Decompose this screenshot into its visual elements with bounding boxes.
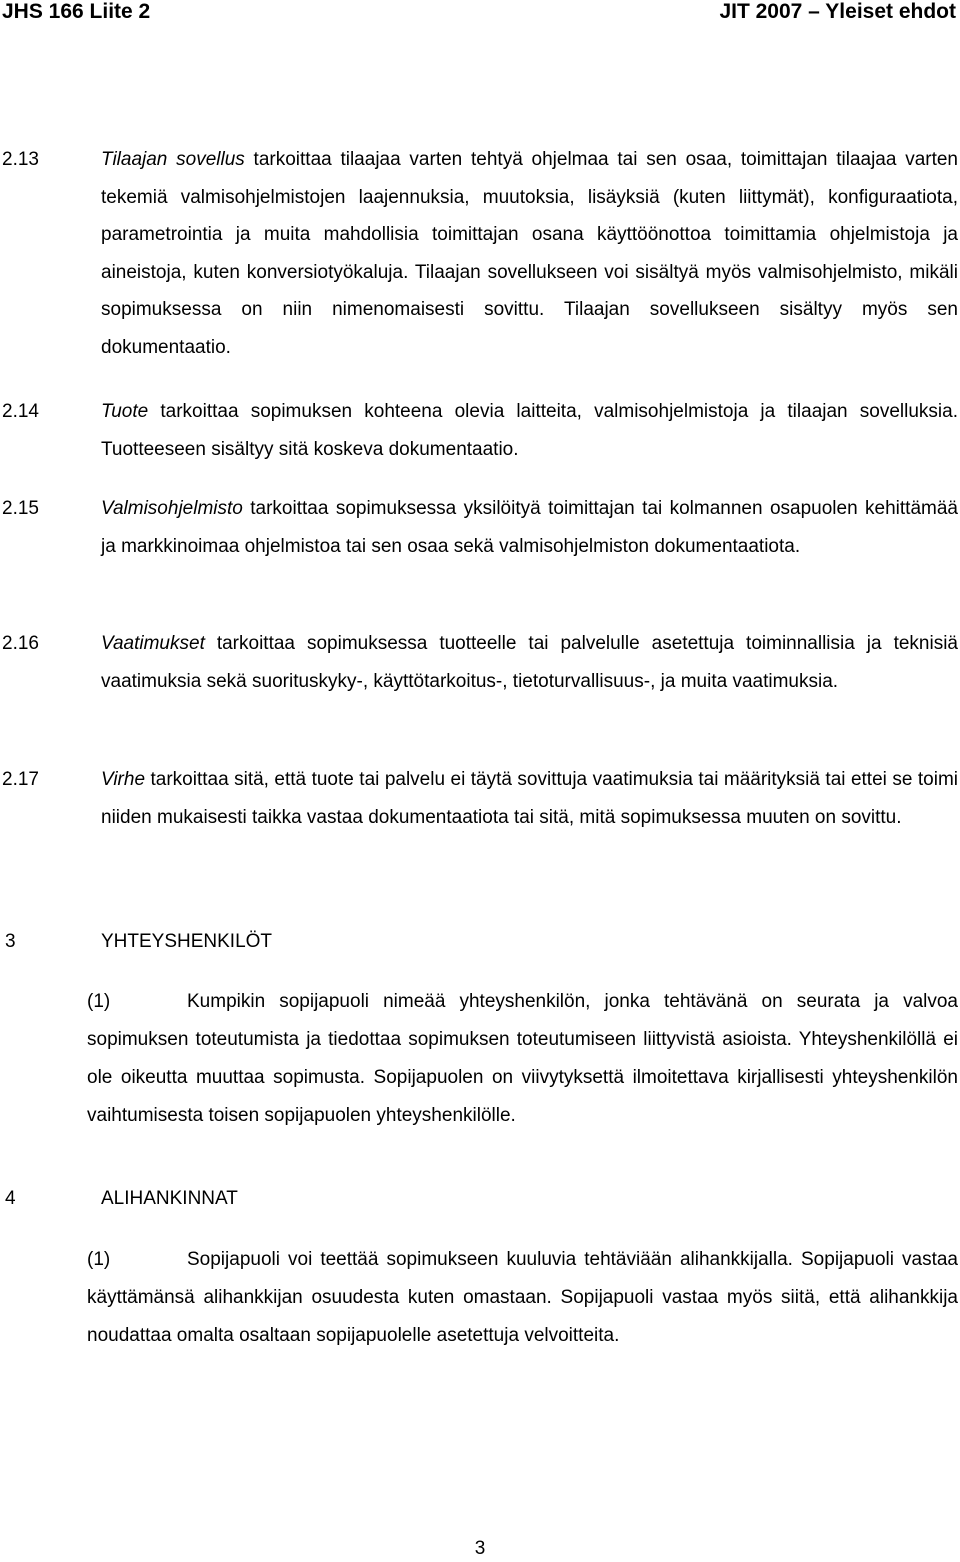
- definition-number: 2.15: [2, 498, 39, 519]
- definition-text: tarkoittaa tilaajaa varten tehtyä ohjelmaa tai sen osaa, toimittajan tilaajaa varten tekemiä valmisohjelmistojen laajennuksia, muutoksia, lisäyksiä (kuten liittymät), konfiguraatiota, parametrointia ja muita mahdollisia toimittajan osana käyttöönottoa toimittamia ohjelmistoja ja aineistoja, kuten konversiotyökaluja. Tilaajan sovellukseen voi sisältyä myös valmisohjelmisto, mikäli sopimuksessa on niin nimenomaisesti sovittu. Tilaajan sovellukseen sisältyy myös sen dokumentaatio.: [101, 149, 958, 358]
- definition-text: tarkoittaa sopimuksessa tuotteelle tai palvelulle asetettuja toiminnallisia ja teknisiä vaatimuksia sekä suorituskyky-, käyttötarkoitus-, tietoturvallisuus-, ja muita vaatimuksia.: [101, 633, 958, 692]
- definition-2-14: [0, 393, 958, 468]
- definition-number: 2.14: [2, 401, 39, 422]
- section-title: YHTEYSHENKILÖT: [101, 931, 273, 952]
- definition-body: [101, 625, 958, 700]
- definition-text: tarkoittaa sitä, että tuote tai palvelu ei täytä sovittuja vaatimuksia tai määrityksiä tai ettei se toimi niiden mukaisesti taikka vastaa dokumentaatiota tai sitä, mitä sopimuksessa muuten on sovittu.: [101, 769, 958, 828]
- section-number: 4: [5, 1188, 16, 1209]
- header-left: JHS 166 Liite 2: [2, 0, 151, 23]
- definition-2-16: [0, 625, 958, 700]
- definition-text: tarkoittaa sopimuksen kohteena olevia laitteita, valmisohjelmistoja ja tilaajan sovelluksia. Tuotteeseen sisältyy sitä koskeva dokumentaatio.: [101, 401, 958, 460]
- definition-term: Virhe: [101, 769, 146, 790]
- paragraph-text: Sopijapuoli voi teettää sopimukseen kuuluvia tehtäviään alihankkijalla. Sopijapuoli vastaa käyttämänsä alihankkijan osuudesta kuten omastaan. Sopijapuoli vastaa myös siitä, että alihankkija noudattaa omalta osaltaan sopijapuolelle asetettuja velvoitteita.: [87, 1249, 958, 1346]
- definition-number: 2.13: [2, 149, 39, 170]
- definition-2-15: [0, 490, 958, 565]
- definition-2-13: [0, 141, 958, 367]
- page-number: 3: [474, 1538, 486, 1559]
- definition-term: Tuote: [101, 401, 149, 422]
- section-title: ALIHANKINNAT: [101, 1188, 238, 1209]
- definition-number: 2.16: [2, 633, 39, 654]
- definition-body: [101, 490, 958, 565]
- definition-term: Valmisohjelmisto: [101, 498, 243, 519]
- definition-body: [101, 393, 958, 468]
- definition-term: Vaatimukset: [101, 633, 205, 654]
- paragraph-number: (1): [87, 991, 111, 1012]
- section-4-paragraph-1: [87, 1241, 958, 1355]
- definition-number: 2.17: [2, 769, 39, 790]
- section-number: 3: [5, 931, 16, 952]
- definition-term: Tilaajan sovellus: [101, 149, 245, 170]
- definition-text: tarkoittaa sopimuksessa yksilöityä toimittajan tai kolmannen osapuolen kehittämää ja markkinoimaa ohjelmistoa tai sen osaa sekä valmisohjelmiston dokumentaatiota.: [101, 498, 958, 557]
- definition-body: [101, 761, 958, 836]
- header-right: JIT 2007 – Yleiset ehdot: [719, 0, 956, 23]
- paragraph-number: (1): [87, 1249, 111, 1270]
- paragraph-text: Kumpikin sopijapuoli nimeää yhteyshenkilön, jonka tehtävänä on seurata ja valvoa sopimuksen toteutumista ja tiedottaa sopimuksen toteutumiseen liittyvistä asioista. Yhteyshenkilöllä ei ole oikeutta muuttaa sopimusta. Sopijapuolen on viivytyksettä ilmoitettava kirjallisesti yhteyshenkilön vaihtumisesta toisen sopijapuolen yhteyshenkilölle.: [87, 991, 958, 1126]
- section-3-paragraph-1: [87, 983, 958, 1135]
- definition-body: [101, 141, 958, 367]
- definition-2-17: [0, 761, 958, 836]
